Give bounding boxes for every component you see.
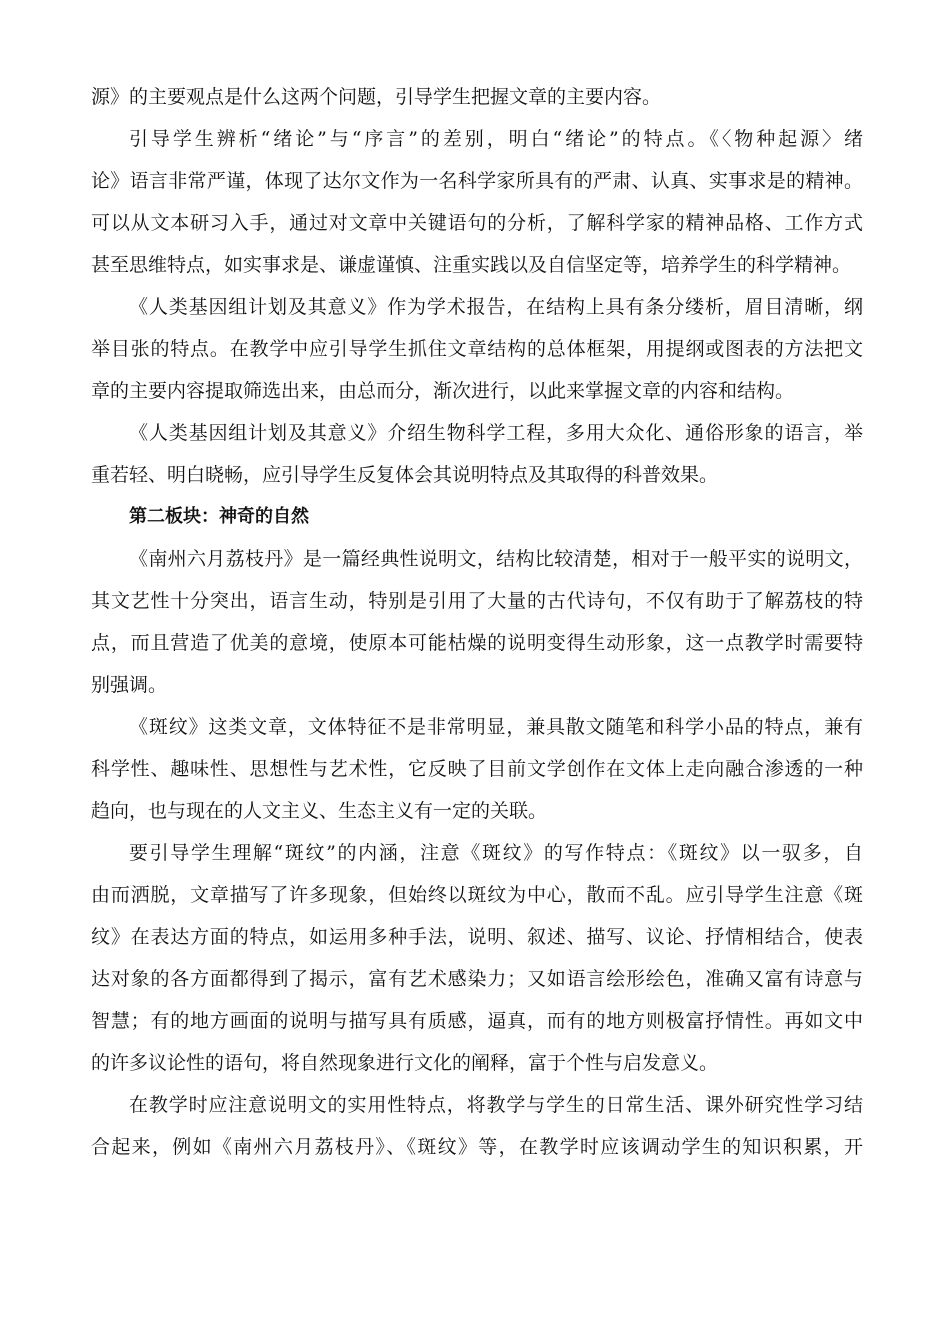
text-line: 纹》在表达方面的特点，如运用多种手法，说明、叙述、描写、议论、抒情相结合，使表: [91, 926, 863, 948]
text-line: 别强调。: [91, 674, 168, 696]
text-line: 合起来，例如《南州六月荔枝丹》、《斑纹》等，在教学时应该调动学生的知识积累，开: [91, 1136, 863, 1158]
text-line: 重若轻、明白晓畅，应引导学生反复体会其说明特点及其取得的科普效果。: [91, 464, 719, 486]
text-line: 可以从文本研习入手，通过对文章中关键语句的分析，了解科学家的精神品格、工作方式: [91, 212, 863, 234]
text-line: 其文艺性十分突出，语言生动，特别是引用了大量的古代诗句，不仅有助于了解荔枝的特: [91, 590, 863, 612]
text-line: 甚至思维特点，如实事求是、谦虚谨慎、注重实践以及自信坚定等，培养学生的科学精神。: [91, 254, 852, 276]
text-line: 《人类基因组计划及其意义》介绍生物科学工程，多用大众化、通俗形象的语言，举: [129, 422, 863, 444]
text-line: 达对象的各方面都得到了揭示，富有艺术感染力；又如语言绘形绘色，准确又富有诗意与: [91, 968, 863, 990]
text-line: 源》的主要观点是什么这两个问题，引导学生把握文章的主要内容。: [91, 86, 662, 108]
text-line: 智慧；有的地方画面的说明与描写具有质感，逼真，而有的地方则极富抒情性。再如文中: [91, 1010, 863, 1032]
text-line: 《南州六月荔枝丹》是一篇经典性说明文，结构比较清楚，相对于一般平实的说明文，: [129, 548, 863, 570]
text-line: 科学性、趣味性、思想性与艺术性，它反映了目前文学创作在文体上走向融合渗透的一种: [91, 758, 863, 780]
text-line: 要引导学生理解“斑纹”的内涵，注意《斑纹》的写作特点：《斑纹》以一驭多，自: [129, 842, 863, 864]
text-line: 趋向，也与现在的人文主义、生态主义有一定的关联。: [91, 800, 548, 822]
text-line: 的许多议论性的语句，将自然现象进行文化的阐释，富于个性与启发意义。: [91, 1052, 719, 1074]
section-heading: 第二板块：神奇的自然: [129, 506, 309, 527]
text-line: 《人类基因组计划及其意义》作为学术报告，在结构上具有条分缕析，眉目清晰，纲: [129, 296, 863, 318]
text-line: 引导学生辨析“绪论”与“序言”的差别，明白“绪论”的特点。《〈物种起源〉绪: [129, 128, 863, 150]
text-line: 在教学时应注意说明文的实用性特点，将教学与学生的日常生活、课外研究性学习结: [129, 1094, 863, 1116]
text-line: 由而洒脱，文章描写了许多现象，但始终以斑纹为中心，散而不乱。应引导学生注意《斑: [91, 884, 863, 906]
text-line: 举目张的特点。在教学中应引导学生抓住文章结构的总体框架，用提纲或图表的方法把文: [91, 338, 863, 360]
text-line: 章的主要内容提取筛选出来，由总而分，渐次进行，以此来掌握文章的内容和结构。: [91, 380, 795, 402]
text-line: 《斑纹》这类文章，文体特征不是非常明显，兼具散文随笔和科学小品的特点，兼有: [129, 716, 863, 738]
text-line: 点，而且营造了优美的意境，使原本可能枯燥的说明变得生动形象，这一点教学时需要特: [91, 632, 863, 654]
text-line: 论》语言非常严谨，体现了达尔文作为一名科学家所具有的严肃、认真、实事求是的精神。: [91, 170, 863, 192]
